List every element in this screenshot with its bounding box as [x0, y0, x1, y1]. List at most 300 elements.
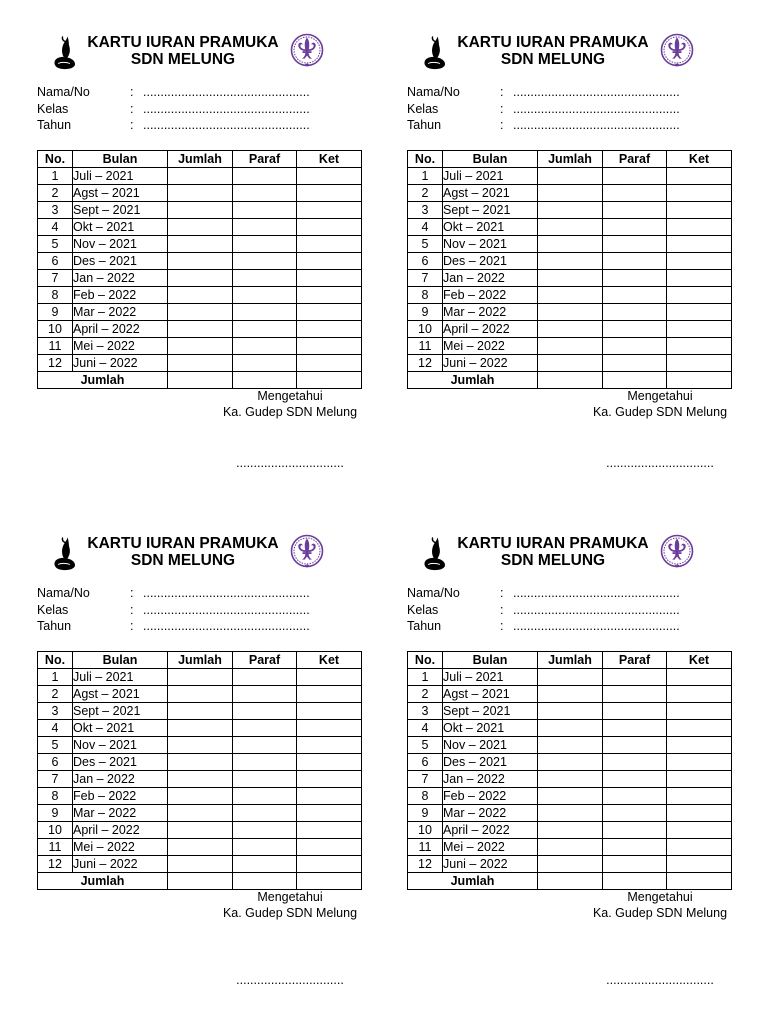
- row-number: 10: [408, 822, 443, 839]
- table-row: [408, 737, 732, 754]
- row-jumlah-cell: [168, 805, 233, 822]
- scout-emblem-icon: [660, 534, 694, 569]
- row-jumlah-cell: [538, 185, 603, 202]
- row-month: Mei – 2022: [443, 839, 538, 856]
- row-ket-cell: [297, 788, 362, 805]
- row-jumlah-cell: [168, 720, 233, 737]
- row-number: 3: [408, 703, 443, 720]
- table-row: [38, 771, 362, 788]
- field-colon: :: [130, 118, 134, 132]
- table-row: [38, 720, 362, 737]
- row-month: Feb – 2022: [73, 788, 168, 805]
- row-jumlah-cell: [538, 338, 603, 355]
- table-row: [408, 669, 732, 686]
- row-number: 4: [408, 219, 443, 236]
- row-paraf-cell: [233, 720, 297, 737]
- row-ket-cell: [667, 355, 732, 372]
- table-row: [38, 304, 362, 321]
- table-row: [408, 703, 732, 720]
- row-paraf-cell: [233, 737, 297, 754]
- row-jumlah-cell: [538, 321, 603, 338]
- header-jumlah: Jumlah: [538, 151, 603, 168]
- row-number: 8: [38, 287, 73, 304]
- table-body: [408, 168, 732, 372]
- field-dotted-line: ................................................: [513, 101, 680, 116]
- total-label: Jumlah: [408, 372, 538, 389]
- row-paraf-cell: [603, 355, 667, 372]
- row-number: 2: [408, 686, 443, 703]
- table-body: [38, 168, 362, 372]
- table-row: [38, 219, 362, 236]
- row-month: Jan – 2022: [73, 771, 168, 788]
- row-month: Okt – 2021: [443, 219, 538, 236]
- field-colon: :: [500, 118, 504, 132]
- row-month: Feb – 2022: [443, 287, 538, 304]
- field-colon: :: [500, 619, 504, 633]
- row-month: April – 2022: [443, 822, 538, 839]
- row-paraf-cell: [233, 304, 297, 321]
- field-label: Kelas: [37, 101, 69, 116]
- row-ket-cell: [297, 185, 362, 202]
- field-tahun: [407, 618, 707, 635]
- card-title: [73, 34, 293, 68]
- signature-line: ...............................: [236, 456, 344, 470]
- row-paraf-cell: [603, 253, 667, 270]
- table-row: [408, 304, 732, 321]
- row-number: 9: [38, 304, 73, 321]
- row-jumlah-cell: [538, 270, 603, 287]
- row-paraf-cell: [603, 270, 667, 287]
- row-ket-cell: [297, 202, 362, 219]
- signature-line: ...............................: [606, 973, 714, 987]
- row-ket-cell: [297, 253, 362, 270]
- header-paraf: Paraf: [603, 652, 667, 669]
- row-ket-cell: [297, 219, 362, 236]
- row-paraf-cell: [603, 168, 667, 185]
- row-month: Juni – 2022: [73, 355, 168, 372]
- table-row: [38, 805, 362, 822]
- row-jumlah-cell: [538, 737, 603, 754]
- row-jumlah-cell: [538, 805, 603, 822]
- table-header-row: [38, 151, 362, 168]
- row-month: Des – 2021: [73, 754, 168, 771]
- field-label: Nama/No: [37, 85, 90, 99]
- row-paraf-cell: [233, 253, 297, 270]
- row-number: 10: [38, 321, 73, 338]
- row-ket-cell: [667, 805, 732, 822]
- table-total-row: [38, 372, 362, 389]
- row-month: Nov – 2021: [443, 737, 538, 754]
- field-dotted-line: ................................................: [143, 118, 310, 132]
- field-dotted-line: ................................................: [513, 85, 680, 99]
- row-number: 5: [408, 737, 443, 754]
- header-ket: Ket: [667, 151, 732, 168]
- total-paraf-cell: [233, 873, 297, 890]
- table-row: [38, 737, 362, 754]
- header-bulan: Bulan: [443, 652, 538, 669]
- field-dotted-line: ................................................: [513, 602, 680, 617]
- row-jumlah-cell: [168, 219, 233, 236]
- signer-title: Ka. Gudep SDN Melung: [222, 906, 358, 920]
- table-row: [38, 202, 362, 219]
- row-month: Feb – 2022: [73, 287, 168, 304]
- field-tahun: [37, 618, 337, 635]
- field-colon: :: [500, 586, 504, 600]
- row-ket-cell: [667, 219, 732, 236]
- table-row: [38, 754, 362, 771]
- row-ket-cell: [667, 669, 732, 686]
- total-label: Jumlah: [38, 873, 168, 890]
- row-number: 2: [408, 185, 443, 202]
- field-colon: :: [500, 85, 504, 99]
- field-label: Kelas: [407, 101, 439, 116]
- table-row: [38, 185, 362, 202]
- row-number: 6: [38, 754, 73, 771]
- row-number: 11: [38, 338, 73, 355]
- row-month: April – 2022: [443, 321, 538, 338]
- total-paraf-cell: [233, 372, 297, 389]
- row-paraf-cell: [233, 754, 297, 771]
- table-row: [38, 168, 362, 185]
- row-number: 10: [408, 321, 443, 338]
- row-ket-cell: [297, 737, 362, 754]
- row-month: Sept – 2021: [443, 202, 538, 219]
- table-row: [408, 856, 732, 873]
- row-number: 6: [38, 253, 73, 270]
- row-jumlah-cell: [168, 737, 233, 754]
- row-jumlah-cell: [538, 669, 603, 686]
- row-paraf-cell: [233, 270, 297, 287]
- row-ket-cell: [297, 236, 362, 253]
- row-jumlah-cell: [538, 703, 603, 720]
- dues-card: [407, 501, 731, 1001]
- total-ket-cell: [667, 873, 732, 890]
- row-jumlah-cell: [538, 856, 603, 873]
- field-dotted-line: ................................................: [513, 586, 680, 600]
- field-dotted-line: ................................................: [143, 85, 310, 99]
- row-ket-cell: [667, 720, 732, 737]
- header-no: No.: [408, 151, 443, 168]
- row-jumlah-cell: [168, 754, 233, 771]
- table-body: [408, 669, 732, 873]
- total-ket-cell: [297, 372, 362, 389]
- field-nama-no: [37, 585, 337, 602]
- acknowledgement-block: [580, 388, 740, 420]
- row-month: Des – 2021: [73, 253, 168, 270]
- row-ket-cell: [297, 287, 362, 304]
- field-nama-no: [37, 84, 337, 101]
- row-jumlah-cell: [538, 202, 603, 219]
- header-paraf: Paraf: [603, 151, 667, 168]
- acknowledgement-label: Mengetahui: [627, 890, 693, 904]
- row-ket-cell: [667, 270, 732, 287]
- row-ket-cell: [667, 287, 732, 304]
- header-jumlah: Jumlah: [168, 652, 233, 669]
- row-ket-cell: [667, 185, 732, 202]
- row-ket-cell: [297, 338, 362, 355]
- table-row: [408, 686, 732, 703]
- field-colon: :: [130, 619, 134, 633]
- scout-emblem-icon: [290, 33, 324, 68]
- header-no: No.: [38, 652, 73, 669]
- row-ket-cell: [667, 686, 732, 703]
- dues-table: [407, 150, 732, 389]
- table-row: [38, 355, 362, 372]
- field-colon: :: [500, 602, 504, 617]
- total-paraf-cell: [603, 372, 667, 389]
- header-paraf: Paraf: [233, 151, 297, 168]
- row-jumlah-cell: [538, 168, 603, 185]
- field-label: Nama/No: [407, 85, 460, 99]
- row-number: 7: [38, 771, 73, 788]
- row-ket-cell: [297, 754, 362, 771]
- row-month: Juli – 2021: [443, 669, 538, 686]
- row-jumlah-cell: [538, 236, 603, 253]
- header-no: No.: [408, 652, 443, 669]
- row-jumlah-cell: [168, 839, 233, 856]
- row-jumlah-cell: [538, 754, 603, 771]
- row-paraf-cell: [233, 669, 297, 686]
- row-paraf-cell: [233, 355, 297, 372]
- row-jumlah-cell: [168, 321, 233, 338]
- row-paraf-cell: [603, 839, 667, 856]
- row-paraf-cell: [603, 287, 667, 304]
- row-jumlah-cell: [168, 822, 233, 839]
- field-nama-no: [407, 585, 707, 602]
- row-paraf-cell: [603, 754, 667, 771]
- field-kelas: [37, 101, 337, 118]
- row-ket-cell: [297, 720, 362, 737]
- table-total-row: [38, 873, 362, 890]
- table-row: [38, 686, 362, 703]
- row-jumlah-cell: [538, 287, 603, 304]
- total-label: Jumlah: [38, 372, 168, 389]
- table-row: [38, 253, 362, 270]
- member-fields: [37, 84, 337, 134]
- row-month: Mar – 2022: [73, 304, 168, 321]
- row-number: 9: [408, 304, 443, 321]
- table-row: [408, 168, 732, 185]
- table-row: [38, 287, 362, 304]
- row-jumlah-cell: [168, 304, 233, 321]
- total-ket-cell: [667, 372, 732, 389]
- table-row: [408, 270, 732, 287]
- row-ket-cell: [667, 771, 732, 788]
- row-ket-cell: [667, 236, 732, 253]
- row-paraf-cell: [233, 703, 297, 720]
- row-month: Juni – 2022: [73, 856, 168, 873]
- acknowledgement-block: [580, 889, 740, 921]
- row-jumlah-cell: [538, 771, 603, 788]
- row-jumlah-cell: [168, 270, 233, 287]
- row-month: Nov – 2021: [73, 236, 168, 253]
- row-paraf-cell: [603, 703, 667, 720]
- row-number: 3: [408, 202, 443, 219]
- header-bulan: Bulan: [73, 652, 168, 669]
- row-month: Agst – 2021: [73, 185, 168, 202]
- card-title-line-2: SDN MELUNG: [130, 551, 236, 569]
- total-paraf-cell: [603, 873, 667, 890]
- row-jumlah-cell: [168, 788, 233, 805]
- row-jumlah-cell: [538, 219, 603, 236]
- row-month: Mar – 2022: [443, 304, 538, 321]
- row-jumlah-cell: [168, 185, 233, 202]
- row-month: Nov – 2021: [443, 236, 538, 253]
- row-number: 1: [38, 669, 73, 686]
- row-number: 1: [38, 168, 73, 185]
- signer-title: Ka. Gudep SDN Melung: [592, 405, 728, 419]
- card-title-line-2: SDN MELUNG: [130, 50, 236, 68]
- member-fields: [407, 585, 707, 635]
- header-bulan: Bulan: [443, 151, 538, 168]
- row-month: Sept – 2021: [443, 703, 538, 720]
- dues-card: [407, 0, 731, 500]
- row-paraf-cell: [233, 185, 297, 202]
- row-number: 11: [408, 338, 443, 355]
- row-number: 9: [38, 805, 73, 822]
- row-paraf-cell: [603, 720, 667, 737]
- row-paraf-cell: [233, 168, 297, 185]
- total-jumlah-cell: [168, 372, 233, 389]
- signer-title: Ka. Gudep SDN Melung: [222, 405, 358, 419]
- row-month: Nov – 2021: [73, 737, 168, 754]
- table-total-row: [408, 873, 732, 890]
- row-ket-cell: [667, 304, 732, 321]
- row-ket-cell: [297, 771, 362, 788]
- row-ket-cell: [667, 839, 732, 856]
- row-number: 7: [408, 270, 443, 287]
- field-dotted-line: ................................................: [513, 619, 680, 633]
- table-row: [408, 321, 732, 338]
- table-row: [38, 839, 362, 856]
- table-header-row: [408, 151, 732, 168]
- row-paraf-cell: [233, 202, 297, 219]
- row-jumlah-cell: [538, 720, 603, 737]
- table-row: [38, 822, 362, 839]
- row-month: Mar – 2022: [73, 805, 168, 822]
- row-month: Juli – 2021: [443, 168, 538, 185]
- row-month: Sept – 2021: [73, 703, 168, 720]
- table-total-row: [408, 372, 732, 389]
- row-ket-cell: [667, 737, 732, 754]
- row-jumlah-cell: [538, 788, 603, 805]
- row-paraf-cell: [603, 686, 667, 703]
- row-month: Okt – 2021: [73, 219, 168, 236]
- field-dotted-line: ................................................: [513, 118, 680, 132]
- table-row: [408, 338, 732, 355]
- row-month: Okt – 2021: [443, 720, 538, 737]
- field-dotted-line: ................................................: [143, 602, 310, 617]
- header-jumlah: Jumlah: [168, 151, 233, 168]
- row-paraf-cell: [233, 219, 297, 236]
- row-month: Agst – 2021: [73, 686, 168, 703]
- row-number: 4: [38, 219, 73, 236]
- table-row: [408, 219, 732, 236]
- field-nama-no: [407, 84, 707, 101]
- row-month: Juni – 2022: [443, 856, 538, 873]
- row-jumlah-cell: [538, 822, 603, 839]
- row-ket-cell: [667, 822, 732, 839]
- row-month: April – 2022: [73, 822, 168, 839]
- row-month: Juli – 2021: [73, 168, 168, 185]
- row-number: 8: [38, 788, 73, 805]
- row-month: Juni – 2022: [443, 355, 538, 372]
- row-jumlah-cell: [168, 253, 233, 270]
- row-month: Jan – 2022: [73, 270, 168, 287]
- row-paraf-cell: [603, 805, 667, 822]
- table-row: [408, 839, 732, 856]
- card-title-line-1: KARTU IURAN PRAMUKA: [87, 33, 279, 51]
- row-jumlah-cell: [168, 771, 233, 788]
- row-number: 4: [38, 720, 73, 737]
- row-paraf-cell: [233, 822, 297, 839]
- row-paraf-cell: [603, 771, 667, 788]
- row-month: Mei – 2022: [73, 338, 168, 355]
- row-jumlah-cell: [168, 686, 233, 703]
- field-kelas: [37, 602, 337, 619]
- row-jumlah-cell: [168, 168, 233, 185]
- row-paraf-cell: [233, 856, 297, 873]
- dues-table: [37, 150, 362, 389]
- card-title-line-1: KARTU IURAN PRAMUKA: [87, 534, 279, 552]
- row-ket-cell: [667, 788, 732, 805]
- card-title-line-2: SDN MELUNG: [500, 551, 606, 569]
- row-paraf-cell: [603, 304, 667, 321]
- field-tahun: [37, 117, 337, 134]
- row-jumlah-cell: [168, 856, 233, 873]
- row-paraf-cell: [603, 185, 667, 202]
- field-colon: :: [130, 101, 134, 116]
- row-paraf-cell: [603, 236, 667, 253]
- field-label: Tahun: [37, 619, 72, 633]
- table-row: [38, 321, 362, 338]
- card-title: [73, 535, 293, 569]
- table-row: [408, 236, 732, 253]
- field-dotted-line: ................................................: [143, 619, 310, 633]
- row-number: 12: [38, 355, 73, 372]
- row-number: 7: [38, 270, 73, 287]
- card-title: [443, 535, 663, 569]
- row-paraf-cell: [603, 202, 667, 219]
- row-number: 2: [38, 185, 73, 202]
- acknowledgement-block: [210, 388, 370, 420]
- header-ket: Ket: [667, 652, 732, 669]
- row-month: Feb – 2022: [443, 788, 538, 805]
- field-dotted-line: ................................................: [143, 586, 310, 600]
- table-row: [408, 788, 732, 805]
- row-number: 11: [38, 839, 73, 856]
- row-ket-cell: [667, 856, 732, 873]
- field-label: Nama/No: [37, 586, 90, 600]
- row-number: 3: [38, 202, 73, 219]
- field-colon: :: [130, 602, 134, 617]
- field-label: Tahun: [37, 118, 72, 132]
- header-ket: Ket: [297, 151, 362, 168]
- field-label: Kelas: [37, 602, 69, 617]
- dues-card: [37, 0, 361, 500]
- field-colon: :: [130, 85, 134, 99]
- header-no: No.: [38, 151, 73, 168]
- row-month: Agst – 2021: [443, 686, 538, 703]
- row-jumlah-cell: [168, 202, 233, 219]
- row-number: 7: [408, 771, 443, 788]
- row-jumlah-cell: [168, 236, 233, 253]
- row-ket-cell: [297, 355, 362, 372]
- table-row: [408, 253, 732, 270]
- row-jumlah-cell: [538, 355, 603, 372]
- row-jumlah-cell: [168, 703, 233, 720]
- field-label: Kelas: [407, 602, 439, 617]
